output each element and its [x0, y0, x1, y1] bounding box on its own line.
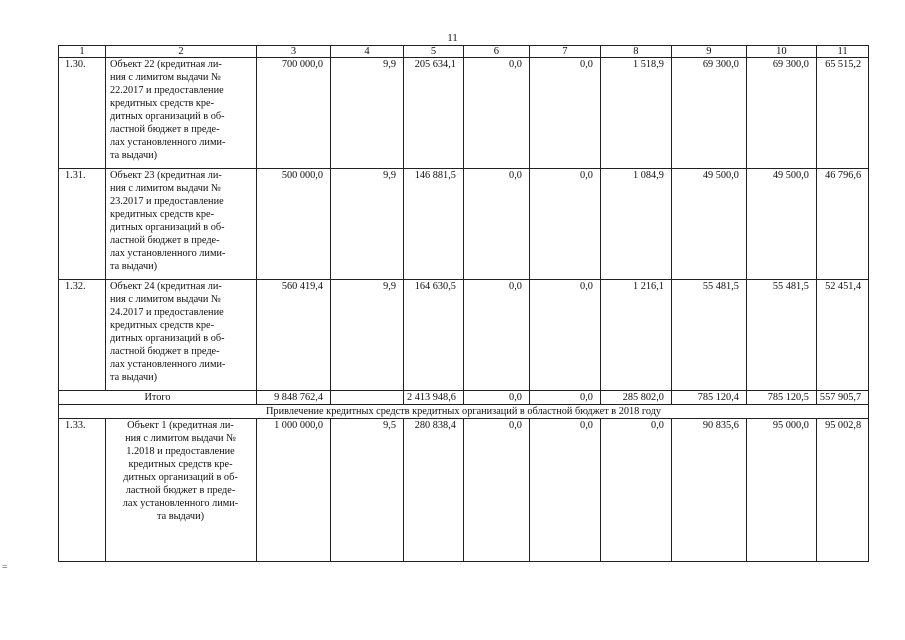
cell-col3: 500 000,0 — [257, 169, 331, 280]
header-cell: 6 — [463, 46, 529, 58]
cell-col6: 0,0 — [463, 280, 529, 391]
row-code: 1.30. — [59, 58, 106, 169]
cell-col7: 0,0 — [529, 280, 600, 391]
table-row — [59, 58, 869, 169]
header-cell: 1 — [59, 46, 106, 58]
header-cell: 2 — [106, 46, 257, 58]
cell-col11: 46 796,6 — [816, 169, 868, 280]
row-description: Объект 23 (кредитная ли- ния с лимитом выдачи № 23.2017 и предоставление кредитных средств кре- дитных организаций в об- ластной бюджет в преде- лах установленного лими- та выдачи) — [106, 169, 257, 280]
header-cell: 7 — [529, 46, 600, 58]
cell-col6: 0,0 — [463, 419, 529, 562]
cell-col7: 0,0 — [529, 169, 600, 280]
cell-col4: 9,9 — [331, 280, 404, 391]
row-description: Объект 1 (кредитная ли- ния с лимитом выдачи № 1.2018 и предоставление кредитных средств кре- дитных организаций в об- ластной бюджет в преде- лах установленного лими- та выдачи) — [106, 419, 257, 562]
row-code: 1.33. — [59, 419, 106, 562]
row-description: Объект 22 (кредитная ли- ния с лимитом выдачи № 22.2017 и предоставление кредитных средств кре- дитных организаций в об- ластной бюджет в преде- лах установленного лими- та выдачи) — [106, 58, 257, 169]
cell-col9: 55 481,5 — [671, 280, 746, 391]
cell-col7: 0,0 — [529, 58, 600, 169]
cell-col4: 9,5 — [331, 419, 404, 562]
total-col4 — [331, 391, 404, 405]
row-code: 1.32. — [59, 280, 106, 391]
cell-col11: 52 451,4 — [816, 280, 868, 391]
header-cell: 4 — [331, 46, 404, 58]
cell-col10: 55 481,5 — [746, 280, 816, 391]
cell-col3: 700 000,0 — [257, 58, 331, 169]
cell-col8: 0,0 — [600, 419, 671, 562]
header-cell: 10 — [746, 46, 816, 58]
total-col9: 785 120,4 — [671, 391, 746, 405]
total-label: Итого — [59, 391, 257, 405]
total-col6: 0,0 — [463, 391, 529, 405]
section-title: Привлечение кредитных средств кредитных организаций в областной бюджет в 2018 году — [59, 405, 869, 419]
cell-col7: 0,0 — [529, 419, 600, 562]
table-row — [59, 419, 869, 562]
row-code: 1.31. — [59, 169, 106, 280]
header-cell: 8 — [600, 46, 671, 58]
cell-col10: 69 300,0 — [746, 58, 816, 169]
header-row — [59, 46, 869, 58]
cell-col4: 9,9 — [331, 58, 404, 169]
cell-col5: 146 881,5 — [404, 169, 464, 280]
cell-col3: 560 419,4 — [257, 280, 331, 391]
page-number: 11 — [447, 32, 458, 44]
total-col7: 0,0 — [529, 391, 600, 405]
cell-col9: 69 300,0 — [671, 58, 746, 169]
header-cell: 9 — [671, 46, 746, 58]
cell-col6: 0,0 — [463, 58, 529, 169]
total-col5: 2 413 948,6 — [404, 391, 464, 405]
total-col8: 285 802,0 — [600, 391, 671, 405]
cell-col5: 280 838,4 — [404, 419, 464, 562]
cell-col11: 95 002,8 — [816, 419, 868, 562]
cell-col9: 90 835,6 — [671, 419, 746, 562]
cell-col8: 1 518,9 — [600, 58, 671, 169]
table-row — [59, 169, 869, 280]
margin-mark: = — [2, 562, 8, 573]
cell-col3: 1 000 000,0 — [257, 419, 331, 562]
cell-col10: 49 500,0 — [746, 169, 816, 280]
cell-col10: 95 000,0 — [746, 419, 816, 562]
table-row — [59, 280, 869, 391]
total-col10: 785 120,5 — [746, 391, 816, 405]
total-row — [59, 391, 869, 405]
cell-col5: 205 634,1 — [404, 58, 464, 169]
cell-col8: 1 216,1 — [600, 280, 671, 391]
budget-table — [58, 45, 869, 562]
cell-col9: 49 500,0 — [671, 169, 746, 280]
total-col11: 557 905,7 — [816, 391, 868, 405]
cell-col8: 1 084,9 — [600, 169, 671, 280]
cell-col4: 9,9 — [331, 169, 404, 280]
row-description: Объект 24 (кредитная ли- ния с лимитом выдачи № 24.2017 и предоставление кредитных средств кре- дитных организаций в об- ластной бюджет в преде- лах установленного лими- та выдачи) — [106, 280, 257, 391]
header-cell: 5 — [404, 46, 464, 58]
cell-col5: 164 630,5 — [404, 280, 464, 391]
section-title-row — [59, 405, 869, 419]
cell-col11: 65 515,2 — [816, 58, 868, 169]
header-cell: 11 — [816, 46, 868, 58]
cell-col6: 0,0 — [463, 169, 529, 280]
total-col3: 9 848 762,4 — [257, 391, 331, 405]
header-cell: 3 — [257, 46, 331, 58]
